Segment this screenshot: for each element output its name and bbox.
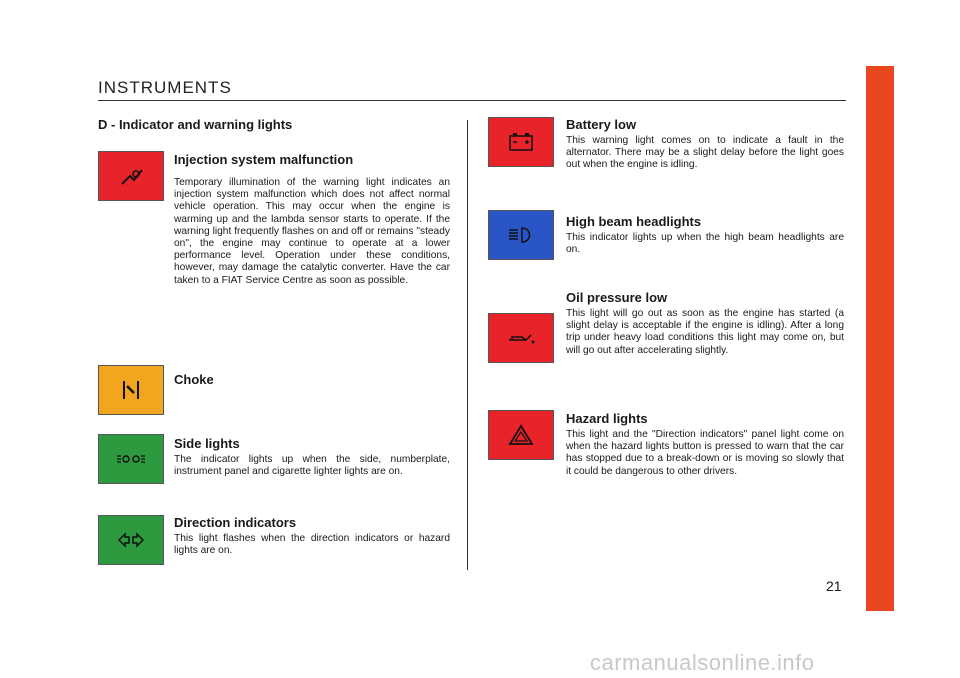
high-beam-body: This indicator lights up when the high beam headlights are on. — [566, 232, 844, 256]
injection-body: Temporary illumination of the warning light indicates an injection system malfunction which does not affect normal vehicle operation. This may occur when the engine is warming up and the lambda sensor starts to operate. If the warning light frequently flashes on and off or remains "steady on", the engine may continue to operate at a lower performance level. Operation under these conditions, however, may damage the catalytic converter. Have the car taken to a FIAT Service Centre as soon as possible. — [174, 177, 450, 286]
direction-entry — [174, 515, 450, 557]
battery-title: Battery low — [566, 117, 637, 132]
battery-entry — [566, 117, 844, 172]
page-tab-bar — [866, 66, 894, 611]
oil-pressure-title: Oil pressure low — [566, 290, 668, 305]
hazard-body: This light and the "Direction indicators" panel light come on when the hazard lights button is pressed to warn that the car has stopped due to a break-down or is moving so slowly that it could be dangerous to other drivers. — [566, 429, 844, 477]
hazard-lights-icon — [488, 410, 554, 460]
side-lights-title: Side lights — [174, 436, 240, 451]
battery-body: This warning light comes on to indicate a fault in the alternator. There may be a slight delay before the light goes out when the engine is idling. — [566, 135, 844, 171]
watermark: carmanualsonline.info — [590, 650, 815, 675]
injection-title: Injection system malfunction — [174, 152, 354, 167]
column-divider — [467, 120, 468, 570]
hazard-entry — [566, 411, 844, 478]
side-lights-body: The indicator lights up when the side, numberplate, instrument panel and cigarette lighter lights are on. — [174, 454, 450, 478]
choke-entry — [174, 372, 450, 390]
choke-icon — [98, 365, 164, 415]
oil-pressure-body: This light will go out as soon as the engine has started (a slight delay is acceptable if the engine is idling). After a long trip under heavy load conditions this light may come on, but will go out after accelerating slightly. — [566, 308, 844, 356]
high-beam-icon — [488, 210, 554, 260]
page-header: INSTRUMENTS — [98, 78, 232, 97]
injection-entry — [174, 152, 450, 287]
direction-body: This light flashes when the direction indicators or hazard lights are on. — [174, 533, 450, 557]
oil-pressure-icon — [488, 313, 554, 363]
direction-title: Direction indicators — [174, 515, 297, 530]
battery-icon — [488, 117, 554, 167]
oil-pressure-entry — [566, 290, 844, 357]
direction-indicators-icon — [98, 515, 164, 565]
side-lights-icon — [98, 434, 164, 484]
hazard-title: Hazard lights — [566, 411, 648, 426]
high-beam-title: High beam headlights — [566, 214, 702, 229]
header-rule — [98, 100, 846, 101]
page-number: 21 — [826, 578, 842, 594]
side-lights-entry — [174, 436, 450, 478]
injection-warning-icon — [98, 151, 164, 201]
high-beam-entry — [566, 214, 844, 256]
choke-title: Choke — [174, 372, 214, 387]
section-title: D - Indicator and warning lights — [98, 117, 293, 132]
